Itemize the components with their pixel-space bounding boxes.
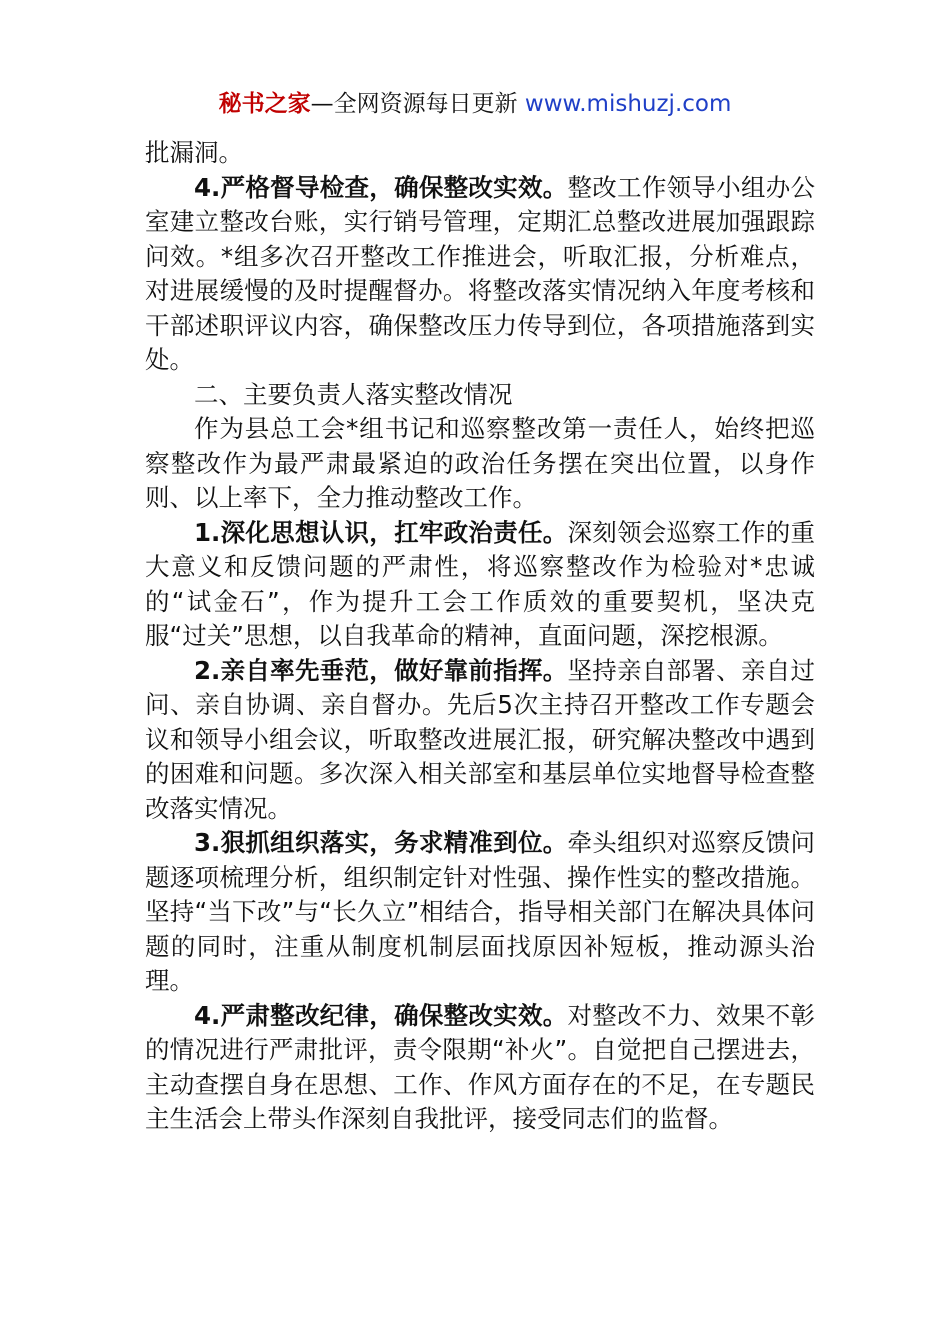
paragraph-supervision bbox=[145, 171, 815, 378]
site-slogan: —全网资源每日更新 bbox=[310, 91, 525, 117]
paragraph-text: 整改工作领导小组办公室建立整改台账，实行销号管理，定期汇总整改进展加强跟踪问效。*组多次召开整改工作推进会，听取汇报，分析难点，对进展缓慢的及时提醒督办。将整改落实情况纳入年度考核和干部述职评议内容，确保整改压力传导到位，各项措施落到实处。 bbox=[145, 172, 816, 374]
site-url-link[interactable]: www.mishuzj.com bbox=[524, 91, 732, 117]
paragraph-text: 牵头组织对巡察反馈问题逐项梳理分析，组织制定针对性强、操作性实的整改措施。坚持“当下改”与“长久立”相结合，指导相关部门在解决具体问题的同时，注重从制度机制层面找原因补短板，推动源头治理。 bbox=[145, 828, 816, 995]
paragraph-heading: 4.严格督导检查，确保整改实效。 bbox=[194, 172, 568, 202]
paragraph-item-4 bbox=[145, 999, 815, 1137]
section-heading-text: 二、主要负责人落实整改情况 bbox=[194, 379, 513, 409]
site-brand: 秘书之家 bbox=[218, 91, 311, 117]
paragraph-heading: 1.深化思想认识，扛牢政治责任。 bbox=[194, 517, 568, 547]
paragraph-item-3 bbox=[145, 826, 815, 999]
document-body bbox=[145, 136, 815, 1137]
paragraph-text: 深刻领会巡察工作的重大意义和反馈问题的严肃性，将巡察整改作为检验对*忠诚的“试金石”，作为提升工会工作质效的重要契机，坚决克服“过关”思想，以自我革命的精神，直面问题，深挖根源。 bbox=[145, 517, 816, 650]
paragraph-text: 对整改不力、效果不彰的情况进行严肃批评，责令限期“补火”。自觉把自己摆进去，主动查摆自身在思想、工作、作风方面存在的不足，在专题民主生活会上带头作深刻自我批评，接受同志们的监督。 bbox=[145, 1000, 816, 1133]
paragraph-heading: 4.严肃整改纪律，确保整改实效。 bbox=[194, 1000, 568, 1030]
paragraph-text: 坚持亲自部署、亲自过问、亲自协调、亲自督办。先后5次主持召开整改工作专题会议和领导小组会议，听取整改进展汇报，研究解决整改中遇到的困难和问题。多次深入相关部室和基层单位实地督导检查整改落实情况。 bbox=[145, 655, 816, 823]
paragraph-text: 批漏洞。 bbox=[145, 138, 243, 167]
site-header bbox=[0, 88, 950, 120]
paragraph-item-2 bbox=[145, 654, 815, 827]
paragraph-heading: 3.狠抓组织落实，务求精准到位。 bbox=[194, 828, 568, 857]
section-heading bbox=[145, 378, 815, 413]
paragraph-intro bbox=[145, 412, 815, 516]
paragraph-continuation bbox=[145, 136, 815, 171]
paragraph-heading: 2.亲自率先垂范，做好靠前指挥。 bbox=[194, 655, 568, 685]
paragraph-text: 作为县总工会*组书记和巡察整改第一责任人，始终把巡察整改作为最严肃最紧迫的政治任务摆在突出位置，以身作则、以上率下，全力推动整改工作。 bbox=[145, 414, 815, 512]
paragraph-item-1 bbox=[145, 516, 815, 654]
